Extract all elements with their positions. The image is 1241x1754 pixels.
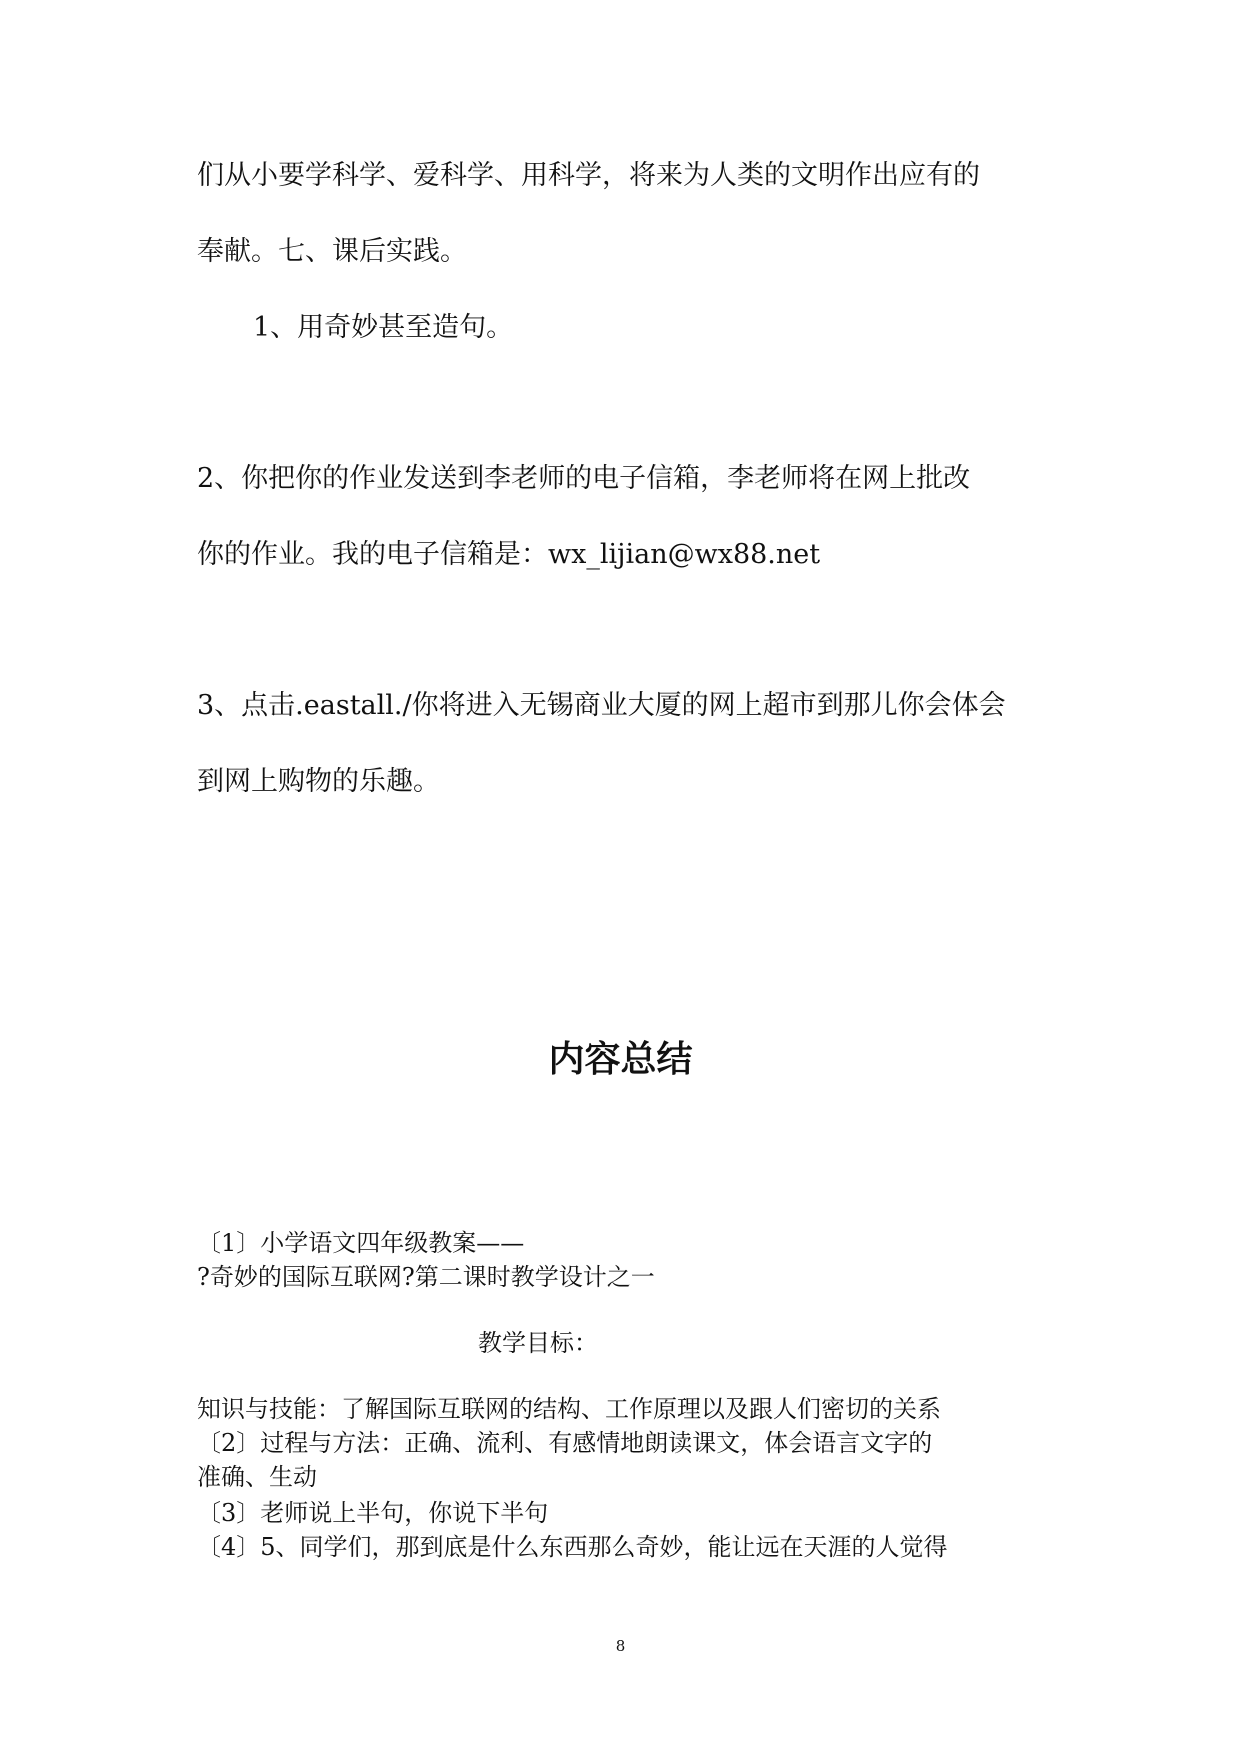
practice-item-1: 1、用奇妙甚至造句。 (253, 312, 514, 343)
summary-line: 〔1〕小学语文四年级教案—— (197, 1229, 525, 1257)
practice-item-3-line-1: 3、点击.eastall./你将进入无锡商业大厦的网上超市到那儿你会体会 (197, 690, 1006, 721)
practice-item-3-line-2: 到网上购物的乐趣。 (197, 766, 440, 797)
summary-line: 知识与技能：了解国际互联网的结构、工作原理以及跟人们密切的关系 (197, 1395, 941, 1423)
summary-line: 〔4〕5、同学们，那到底是什么东西那么奇妙，能让远在天涯的人觉得 (197, 1533, 948, 1561)
summary-line: 〔2〕过程与方法：正确、流利、有感情地朗读课文，体会语言文字的 (197, 1429, 933, 1457)
practice-item-2-line-1: 2、你把你的作业发送到李老师的电子信箱，李老师将在网上批改 (197, 463, 971, 494)
summary-subheading: 教学目标： (478, 1329, 598, 1357)
paragraph-line: 奉献。七、课后实践。 (197, 236, 467, 267)
summary-line: 〔3〕老师说上半句，你说下半句 (197, 1499, 549, 1527)
summary-line: 准确、生动 (197, 1463, 317, 1491)
paragraph-line: 们从小要学科学、爱科学、用科学，将来为人类的文明作出应有的 (197, 160, 980, 191)
summary-line: ?奇妙的国际互联网?第二课时教学设计之一 (197, 1263, 655, 1291)
practice-item-2-line-2: 你的作业。我的电子信箱是：wx_lijian@wx88.net (197, 539, 821, 570)
page-number: 8 (615, 1637, 626, 1655)
summary-title: 内容总结 (548, 1039, 693, 1080)
